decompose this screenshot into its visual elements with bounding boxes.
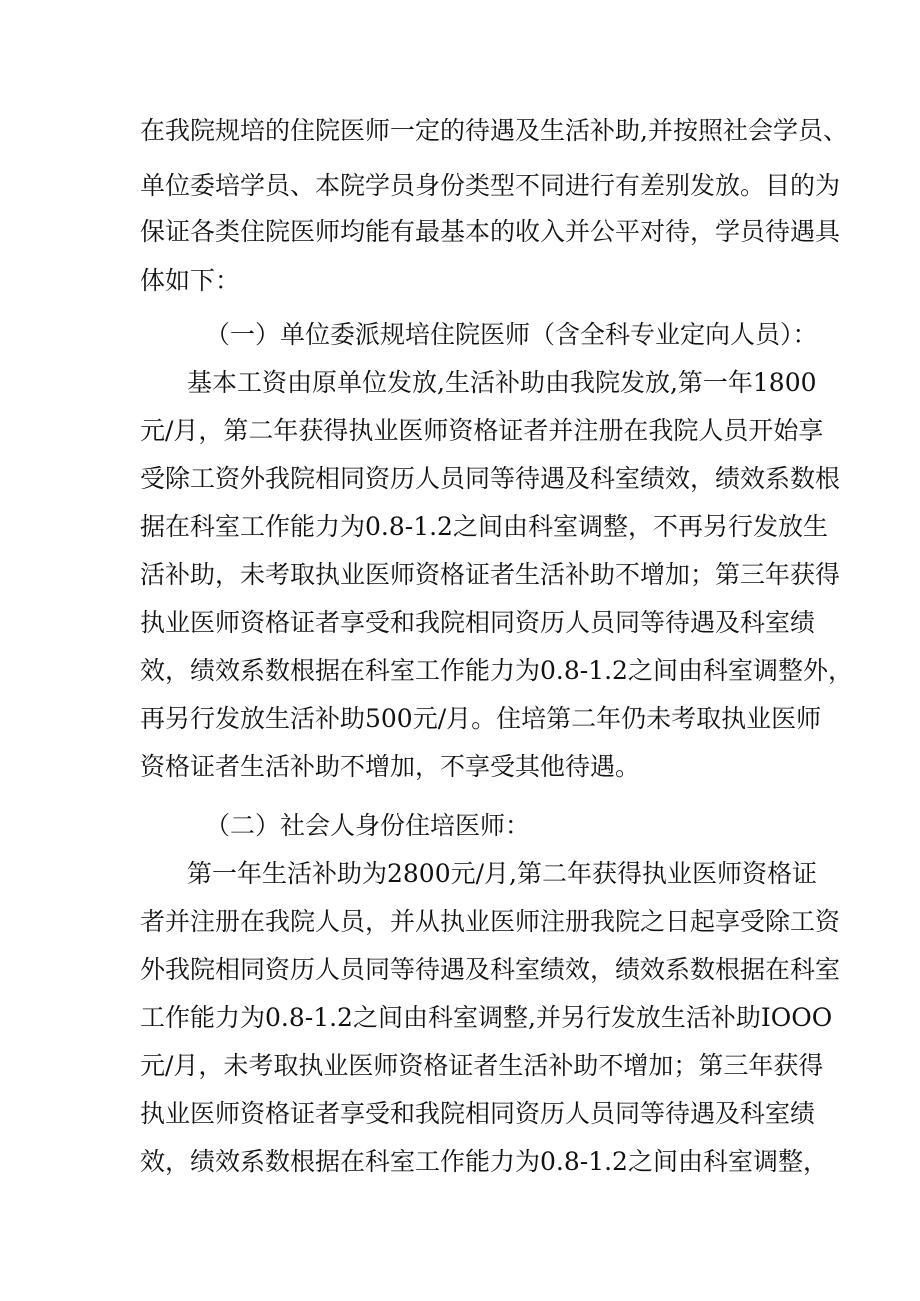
text-line: 工作能力为0.8-1.2之间由科室调整,并另行发放生活补助IOOO — [140, 1003, 833, 1032]
text-line: 单位委培学员、本院学员身份类型不同进行有差别发放。目的为 — [140, 171, 841, 200]
text-line: 第一年生活补助为2800元/月,第二年获得执业医师资格证 — [187, 859, 817, 888]
text-line: 再另行发放生活补助500元/月。住培第二年仍未考取执业医师 — [140, 704, 822, 733]
text-line: 效，绩效系数根据在科室工作能力为0.8-1.2之间由科室调整外， — [140, 656, 853, 685]
text-line: 元/月，未考取执业医师资格证者生活补助不增加；第三年获得 — [140, 1051, 824, 1080]
text-line: 受除工资外我院相同资历人员同等待遇及科室绩效，绩效系数根 — [140, 464, 841, 493]
text-line: 外我院相同资历人员同等待遇及科室绩效，绩效系数根据在科室 — [140, 955, 841, 984]
text-line: 体如下： — [140, 266, 241, 295]
text-line: 活补助，未考取执业医师资格证者生活补助不增加；第三年获得 — [140, 560, 841, 589]
text-line: 者并注册在我院人员，并从执业医师注册我院之日起享受除工资 — [140, 907, 841, 936]
text-line: 基本工资由原单位发放,生活补助由我院发放,第一年1800 — [187, 368, 817, 397]
text-line: 据在科室工作能力为0.8-1.2之间由科室调整，不再另行发放生 — [140, 512, 828, 541]
text-line: 元/月，第二年获得执业医师资格证者并注册在我院人员开始享 — [140, 416, 824, 445]
text-line: 执业医师资格证者享受和我院相同资历人员同等待遇及科室绩 — [140, 608, 816, 637]
text-line: 执业医师资格证者享受和我院相同资历人员同等待遇及科室绩 — [140, 1099, 816, 1128]
section-heading: （一）单位委派规培住院医师（含全科专业定向人员）： — [205, 320, 818, 349]
text-line: 资格证者生活补助不增加，不享受其他待遇。 — [140, 752, 641, 781]
text-line: 效，绩效系数根据在科室工作能力为0.8-1.2之间由科室调整， — [140, 1147, 828, 1176]
text-line: 在我院规培的住院医师一定的待遇及生活补助,并按照社会学员、 — [140, 116, 848, 145]
text-line: 保证各类住院医师均能有最基本的收入并公平对待，学员待遇具 — [140, 217, 841, 246]
section-heading: （二）社会人身份住培医师： — [205, 811, 531, 840]
